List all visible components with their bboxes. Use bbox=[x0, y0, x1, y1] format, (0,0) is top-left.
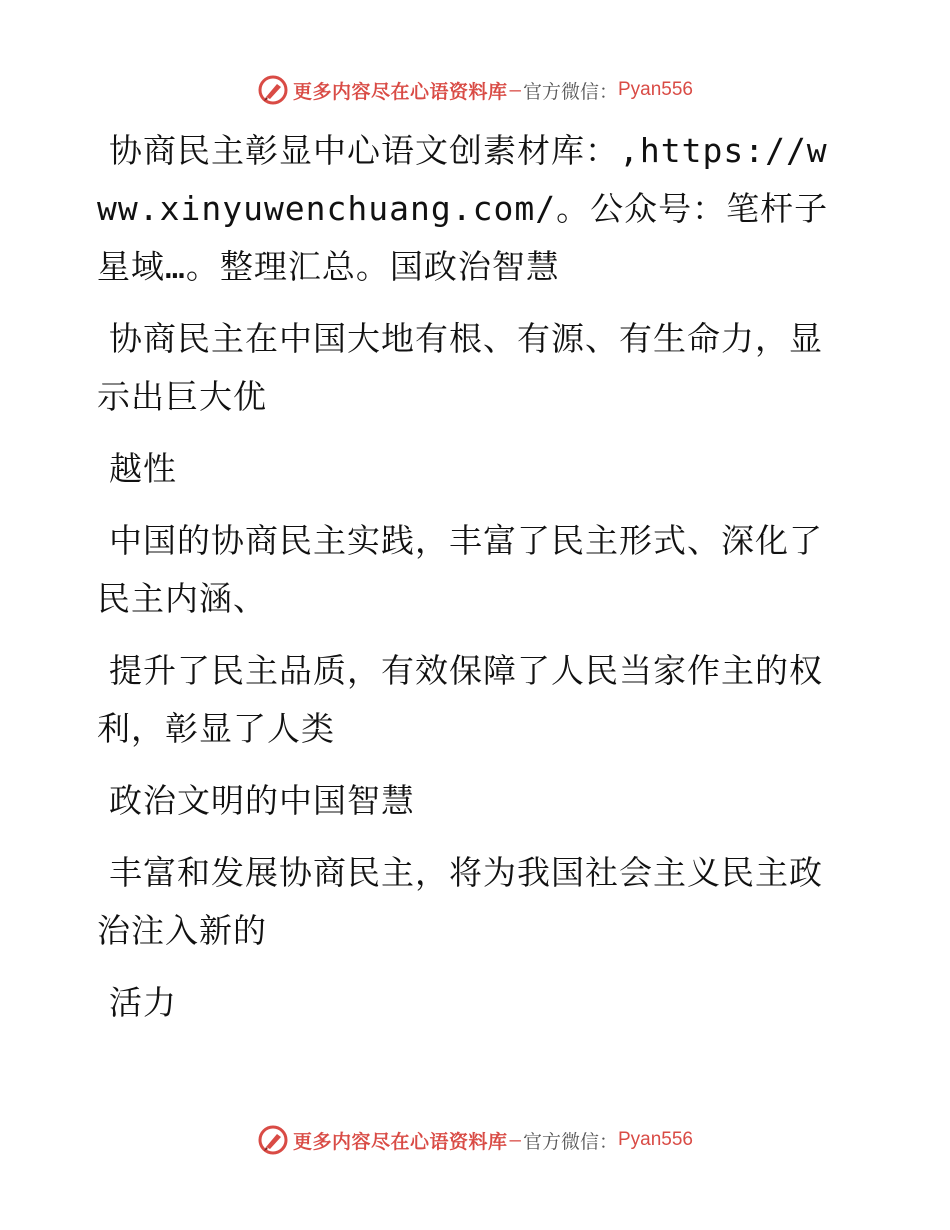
banner-text: 更多内容尽在心语资料库 bbox=[293, 1130, 508, 1153]
paragraph-text: 提升了民主品质，有效保障了人民当家作主的权利，彰显了人类 bbox=[97, 651, 823, 748]
footer-banner bbox=[0, 1120, 950, 1160]
paragraph bbox=[97, 310, 837, 426]
banner-separator: — bbox=[509, 1129, 521, 1151]
paragraph-text: 活力 bbox=[109, 983, 177, 1022]
paragraph-text: 越性 bbox=[109, 449, 177, 488]
banner-wechat-id: Pyan556 bbox=[617, 79, 693, 100]
banner-wechat-id: Pyan556 bbox=[617, 1129, 693, 1150]
paragraph-text: 协商民主在中国大地有根、有源、有生命力，显示出巨大优 bbox=[97, 319, 823, 416]
banner-wechat-label: 官方微信： bbox=[522, 80, 618, 103]
pen-nib-logo-icon bbox=[257, 74, 289, 106]
paragraph bbox=[97, 512, 837, 628]
paragraph-text: 丰富和发展协商民主，将为我国社会主义民主政治注入新的 bbox=[97, 853, 823, 950]
paragraph bbox=[97, 642, 837, 758]
paragraph bbox=[97, 772, 837, 830]
paragraph-text: 协商民主彰显中心语文创素材库：,https://www.xinyuwenchuang.com/。公众号：笔杆子星域…。整理汇总。国政治智慧 bbox=[97, 131, 829, 286]
header-banner bbox=[0, 70, 950, 110]
banner-text: 更多内容尽在心语资料库 bbox=[293, 80, 508, 103]
banner-separator: — bbox=[509, 79, 521, 101]
pen-nib-logo-icon bbox=[257, 1124, 289, 1156]
paragraph bbox=[97, 122, 837, 296]
paragraph-text: 政治文明的中国智慧 bbox=[109, 781, 415, 820]
paragraph bbox=[97, 440, 837, 498]
paragraph bbox=[97, 974, 837, 1032]
document-body bbox=[97, 122, 837, 1046]
banner-wechat-label: 官方微信： bbox=[522, 1130, 618, 1153]
paragraph-text: 中国的协商民主实践，丰富了民主形式、深化了民主内涵、 bbox=[97, 521, 823, 618]
paragraph bbox=[97, 844, 837, 960]
